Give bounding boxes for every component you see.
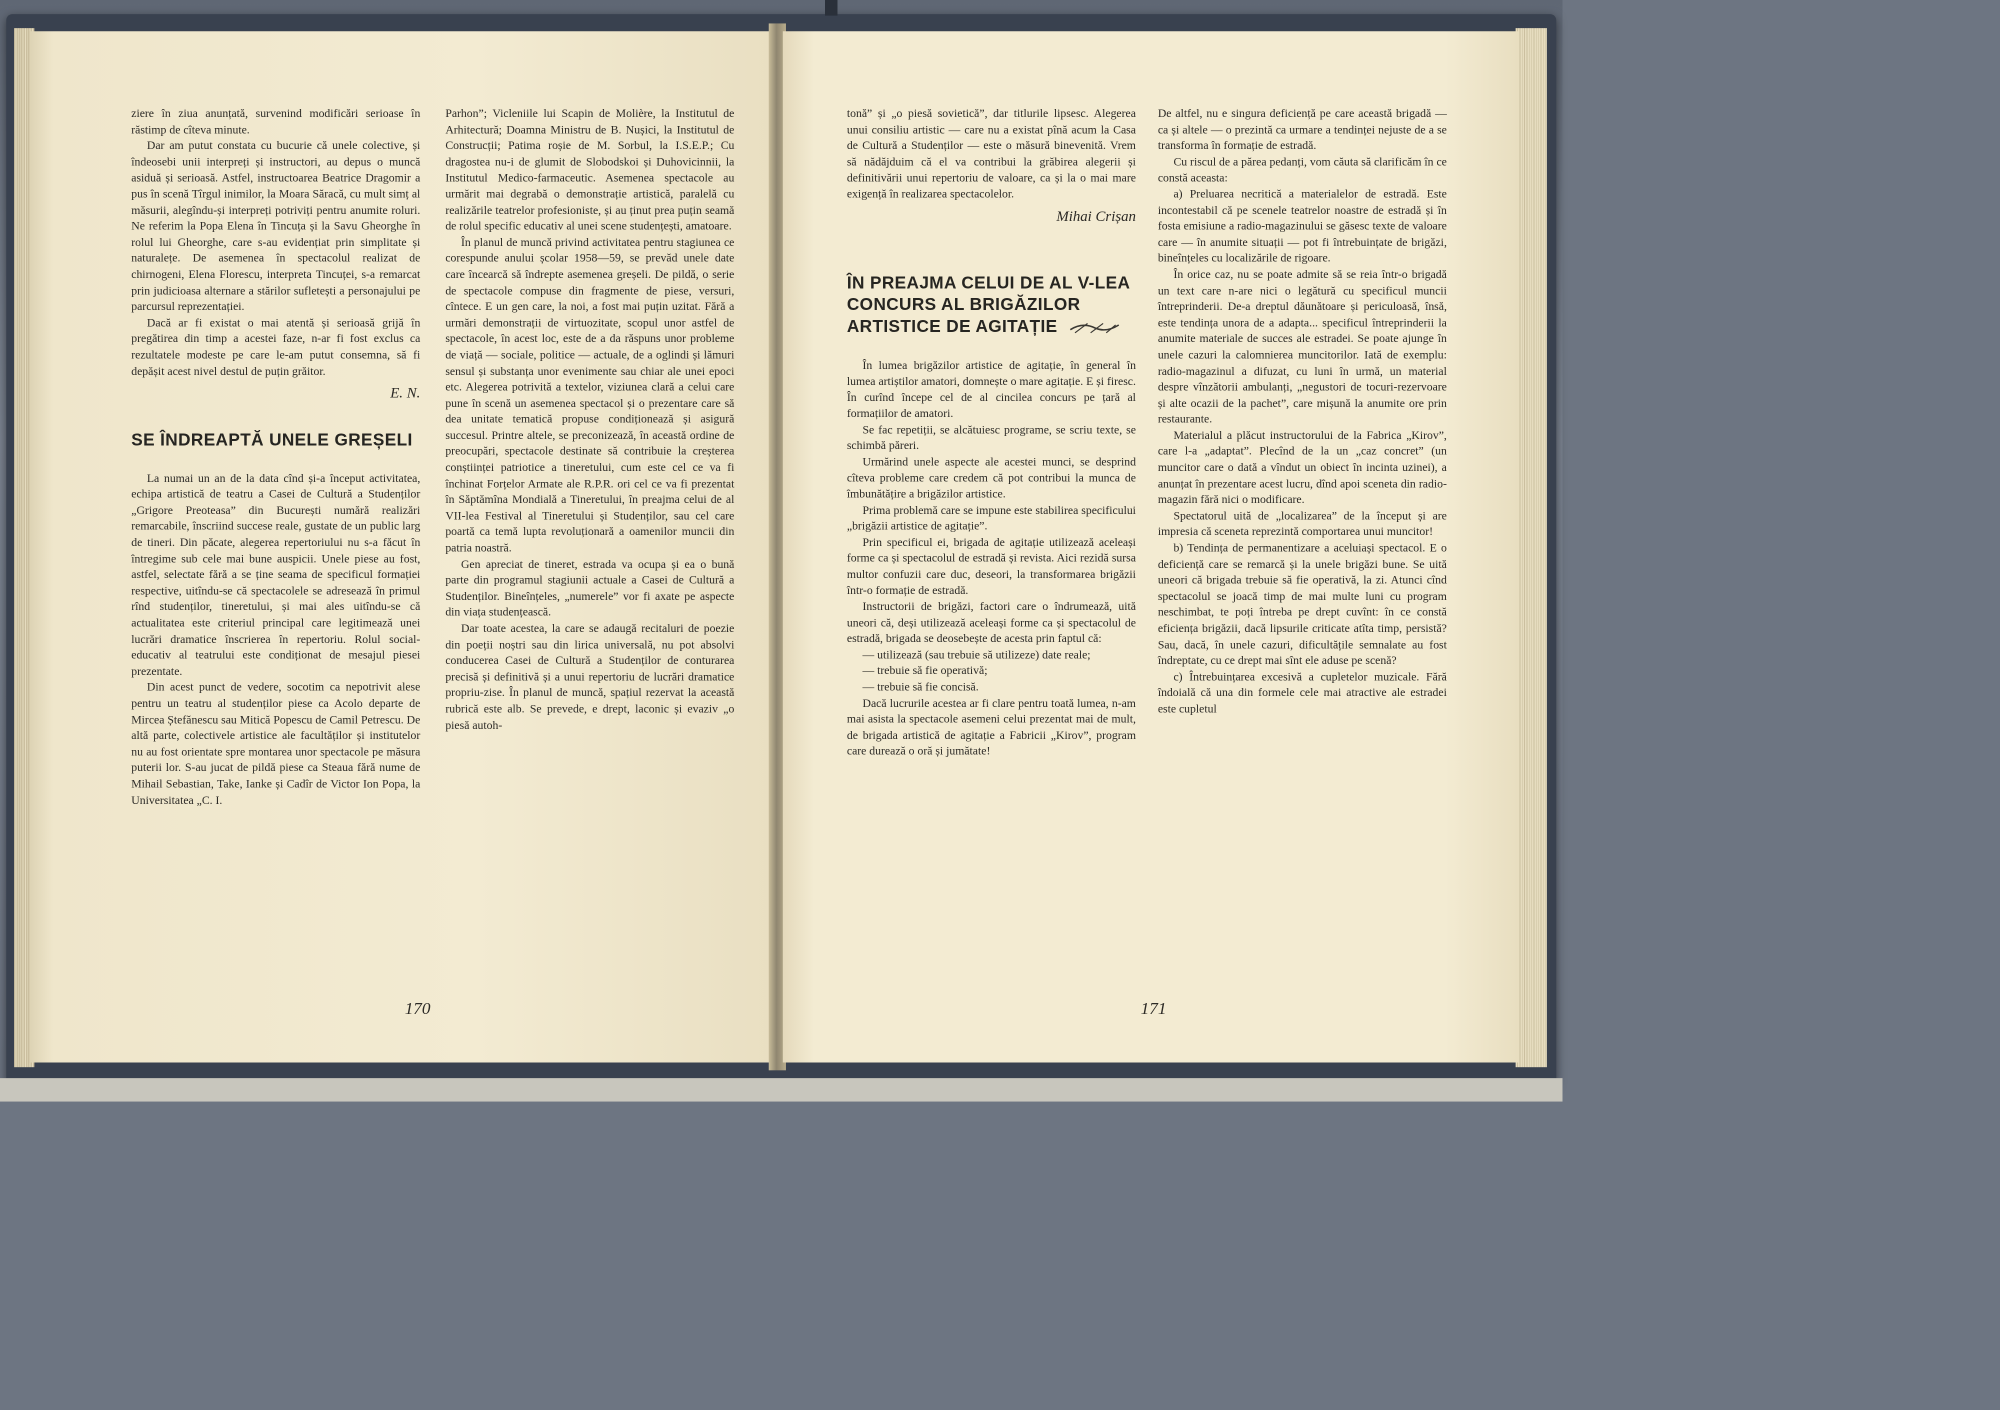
- scanner-bottom-strip: [0, 1078, 1563, 1101]
- page-number-right: 171: [1140, 998, 1167, 1018]
- paragraph: Dacă lucrurile acestea ar fi clare pentru toată lumea, n-am mai asista la spectacole asemeni celui prezentat mai de mult, de brigada artistică de agitație a Fabricii „Kirov”, program care durează o oră și jumătate!: [846, 697, 1136, 759]
- paragraph: Spectatorul uită de „localizarea” de la început și are impresia că sceneta reprezintă comportarea unui muncitor!: [1157, 510, 1447, 539]
- paragraph: Se fac repetiții, se alcătuiesc programe, se scriu texte, se schimbă păreri.: [846, 423, 1136, 453]
- right-page: [783, 31, 1519, 1062]
- drum-ornament-icon: [1067, 319, 1122, 336]
- paragraph: De altfel, nu e singura deficiență pe care această brigadă — ca și altele — o prezintă ca urmare a tendinței nejuste de a se transforma în formație de estradă.: [1157, 107, 1447, 153]
- left-column-2: [445, 106, 734, 733]
- right-page-edges: [1516, 28, 1547, 1067]
- left-col1-bottom-text: [131, 471, 420, 809]
- paragraph: Prin specificul ei, brigada de agitație utilizează aceleași forme ca și spectacolul de estradă și revista. Aici rezidă sursa multor confuzii care duc, deseori, la transformarea brigăzii într-o formație de estradă.: [846, 536, 1136, 598]
- paragraph: Prima problemă care se impune este stabilirea specificului „brigăzii artistice de agitație”.: [846, 504, 1136, 533]
- left-column-1: [131, 106, 420, 808]
- left-col1-top-text: [131, 106, 420, 380]
- heading-text: ÎN PREAJMA CELUI DE AL V-LEA CONCURS AL BRIGĂZILOR ARTISTICE DE AGITAȚIE: [846, 272, 1130, 337]
- page-number-left: 170: [404, 998, 431, 1018]
- article-heading: [847, 272, 1136, 338]
- article-heading: SE ÎNDREAPTĂ UNELE GREȘELI: [131, 429, 413, 449]
- paragraph: Dar toate acestea, la care se adaugă recitaluri de poezie din poeții noștri sau din lirica universală, nu pot absolvi conducerea Casei de Cultură a Studenților de conturarea precisă și definitivă și a unui repertoriu de lucrări dramatice propriu-zise. În planul de muncă, spațiul rezervat la această rubrică este alb. Se prevede, e drept, laconic și evaziv „o piesă autoh-: [445, 622, 735, 732]
- right-col1-top-text: [847, 106, 1136, 203]
- right-column-2: [1158, 106, 1447, 717]
- paragraph: b) Tendința de permanentizare a aceluiași spectacol. E o deficiență care se remarcă și la unele brigăzi bune. Se uită uneori că brigada trebuie să fie operativă, la zi. Atunci cînd spectacolul se joacă timp de mai multe luni cu program neschimbat, te poți întreba pe drept cuvînt: în ce constă eficiența brigăzii, dacă lipsurile criticate atîta timp, persistă? Sau, dacă, în unele cazuri, dificultățile semnalate au fost îndreptate, cu ce drept mai sînt ele aduse pe scenă?: [1157, 542, 1447, 668]
- paragraph: tonă” și „o piesă sovietică”, dar titlurile lipsesc. Alegerea unui consiliu artistic — care nu a existat pînă acum la Casa de Cultură a Studenților — este o măsură binevenită. Vrem să nădăjduim că el va contribui la grăbirea alegerii și definitivării unui repertoriu de valoare, ca și la o mai mare exigență în realizarea spectacolelor.: [846, 107, 1136, 201]
- spine-top: [825, 0, 838, 16]
- paragraph: — utilizează (sau trebuie să utilizeze) date reale;: [862, 649, 1091, 662]
- paragraph: În planul de muncă privind activitatea pentru stagiunea ce corespunde anului școlar 1958—59, se prevăd unele date care încearcă să îndrepte asemenea greșeli. De pildă, o serie de spectacole compuse din fragmente de piese, versuri, cîntece. E un gen care, la noi, a fost mai puțin uzitat. Fără a urmări demonstrații de virtuozitate, scopul unor astfel de spectacole, în acest loc, este de a da răspuns unor probleme de viață — sociale, politice — actuale, de a oglindi și lămuri sensul și substanța unor evenimente sau chiar ale unei epoci etc. Alegerea potrivită a textelor, viziunea clară a celui care pune în scenă un asemenea spectacol și o prezentare care să dea unitate tematică propuse condiționează și asigură succesul. Printre altele, se preconizează, în această ordine de preocupări, spectacole destinate să contribuie la creșterea conștiinței patriotice a tineretului, cum este cel ce va fi închinat Forțelor Armate ale R.P.R. ori cel ce va fi prezentat în Săptămîna Mondială a Tineretului, în preajma celui de al VII-lea Festival al Tineretului și Studenților, sau cel care poartă ca temă lupta revoluționară a oamenilor muncii din patria noastră.: [445, 236, 735, 555]
- paragraph: Parhon”; Vicleniile lui Scapin de Molière, la Institutul de Arhitectură; Doamna Ministru de B. Nușici, la Institutul de Construcții; Patima roșie de M. Sorbul, la I.S.E.P.; Cu dragostea nu-i de glumit de Slobodskoi și Duhovicinnii, la Institutul Medico-farmaceutic. Asemenea spectacole au urmărit mai degrabă o demonstrație artistică, paralelă cu realizările teatrelor profesioniste, și au ținut prea puțin seamă de rolul specific educativ al unei scene studențești, amatoare.: [445, 107, 735, 233]
- signature-en: E. N.: [390, 385, 421, 402]
- paragraph: În lumea brigăzilor artistice de agitație, în general în lumea artiștilor amatori, domnește o mare agitație. E și firesc. În curînd începe cel de al cincilea concurs pe țară al formațiilor de amatori.: [846, 359, 1136, 421]
- paragraph: Dacă ar fi existat o mai atentă și serioasă grijă în pregătirea din timp a acestei faze, n-ar fi fost exclus ca rezultatele modeste pe care le-am putut consemna, să fi depășit acest nivel destul de puțin grăitor.: [131, 316, 421, 378]
- right-column-1: [847, 106, 1136, 760]
- paragraph: Instructorii de brigăzi, factori care o îndrumează, uită uneori că, deși utilizează aceleași forme ca și spectacolul de estradă, brigada se deosebește de acesta prin faptul că:: [846, 600, 1136, 646]
- paragraph: Dar am putut constata cu bucurie că unele colective, și îndeosebi unii interpreți și instructori, au depus o muncă asiduă și serioasă. Astfel, instructoarea Beatrice Dragomir a pus în scenă Tîrgul inimilor, la Moara Săracă, cu mult simț al măsurii, alegîndu-și interpreți potriviți pentru anumite roluri. Ne referim la Popa Elena în Tincuța și la Savu Gheorghe în rolul lui Gheorghe, care s-au evidențiat prin simplitate și naturalețe. De asemenea în spectacolul realizat de chirnogeni, Elena Florescu, interpreta Tincuței, s-a remarcat prin judicioasa alternare a stărilor sufletești a personajului pe parcursul reprezentației.: [131, 139, 421, 314]
- paragraph: Cu riscul de a părea pedanți, vom căuta să clarificăm în ce constă aceasta:: [1157, 156, 1447, 185]
- paragraph: La numai un an de la data cînd și-a început activitatea, echipa artistică de teatru a Casei de Cultură a Studenților „Grigore Preoteasa” din București numără realizări remarcabile, înscriind succese reale, gustate de un public larg de tineri. Din păcate, alegerea repertoriului nu s-a făcut în întregime sub cele mai bune auspicii. Unele piese au fost, astfel, selectate fără a se ține seama de specificul formației respective, uitîndu-se că spectacolele se adresează în primul rînd studenților, tineretului, și mai ales uitîndu-se că actualitatea este criteriul principal care legitimează unei lucrări dramatice înscrierea în repertoriu. Rolul social-educativ al teatrului este condiționat de mesajul piesei prezentate.: [131, 472, 421, 678]
- paragraph: Materialul a plăcut instructorului de la Fabrica „Kirov”, care l-a „adaptat”. Plecînd de la un „caz concret” (un muncitor care o dată a vîndut un obiect în incinta uzinei), a anunțat în prezentare acest lucru, dînd apoi sceneta din radio-magazin fără nici o modificare.: [1157, 429, 1447, 507]
- paragraph: ziere în ziua anunțată, survenind modificări serioase în răstimp de cîteva minute.: [131, 107, 421, 137]
- right-col1-bottom-text: [847, 358, 1136, 760]
- paragraph: Urmărind unele aspecte ale acestei munci, se desprind cîteva probleme care credem că pot contribui la munca de îmbunătățire a brigăzilor artistice.: [846, 456, 1136, 501]
- paragraph: — trebuie să fie operativă;: [862, 665, 988, 678]
- paragraph: a) Preluarea necritică a materialelor de estradă. Este incontestabil că pe scenele teatrelor noastre de estradă și în fosta emisiune a radio-magazinului se găsesc texte de valoare care — în anumite situații — pot fi întrebuințate de brigăzi, bineînțeles cu localizările de rigoare.: [1157, 188, 1447, 266]
- paragraph: În orice caz, nu se poate admite să se reia într-o brigadă un text care n-are nici o legătură cu specificul muncii întreprinderii. De-a dreptul dăunătoare și periculoasă, însă, este tendința unora de a adapta... specificul întreprinderii la anumite materiale de succes ale estradei. Se poate ajunge în unele cazuri la calomnierea muncitorilor. Iată de exemplu: radio-magazinul a difuzat, cu luni în urmă, un material despre vînzătorii ambulanți, „negustori de tocuri-rezervoare și alte ocazii de la pachet”, care mișună la anumite ore prin restaurante.: [1157, 268, 1447, 427]
- signature-mihai-crisan: Mihai Crișan: [1056, 208, 1136, 225]
- paragraph: c) Întrebuințarea excesivă a cupletelor muzicale. Fără îndoială că una din formele cele mai atractive ale estradei este cupletul: [1157, 670, 1447, 716]
- left-page: [30, 31, 772, 1062]
- paragraph: Gen apreciat de tineret, estrada va ocupa și ea o bună parte din programul stagiunii actuale a Casei de Cultură a Studenților. Bineînțeles, „numerele” vor fi axate pe aspecte din viața studențească.: [445, 558, 735, 620]
- paragraph: Din acest punct de vedere, socotim ca nepotrivit alese pentru un teatru al studenților piese ca Acolo departe de Mircea Ștefănescu sau Mitică Popescu de Camil Petrescu. De altă parte, colectivele artistice ale facultăților și institutelor nu au fost orientate spre montarea unor spectacole pe măsura puterii lor. S-au jucat de pildă piese ca Steaua fără nume de Mihail Sebastian, Take, Ianke și Cadîr de Victor Ion Popa, la Universitatea „C. I.: [131, 681, 421, 807]
- paragraph: — trebuie să fie concisă.: [862, 681, 979, 694]
